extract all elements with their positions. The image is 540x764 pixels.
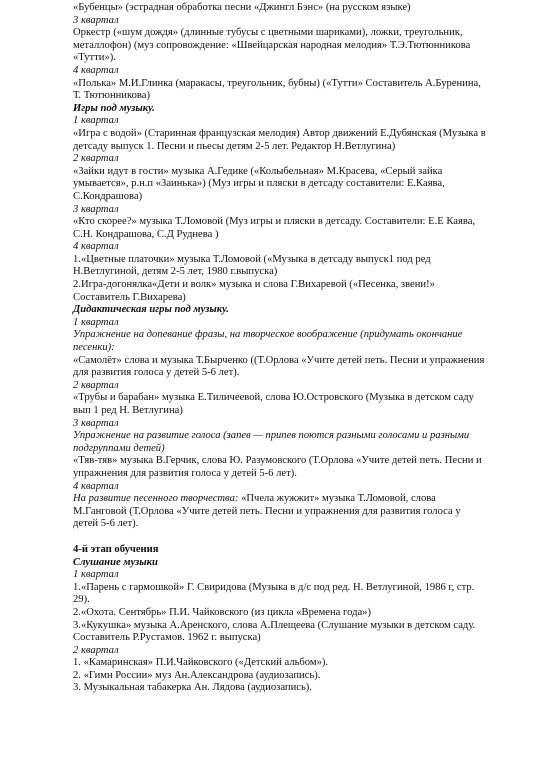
quarter-heading: 4 квартал	[73, 480, 119, 492]
text-line: 1.«Парень с гармошкой» Г. Свиридова (Музыка в д/с под ред. Н. Ветлугиной, 1986 г, стр.	[73, 581, 475, 593]
text-line: 3. Музыкальная табакерка Ан. Лядова (аудиозапись).	[73, 682, 312, 694]
text-line: подгруппами детей)	[73, 442, 165, 454]
text-line: «Кто скорее?» музыка Т.Ломовой (Муз игры и пляски в детсаду. Составители: Е.Е Каява,	[73, 216, 476, 228]
text-line: «Зайки идут в гости» музыка А.Гедике («Колыбельная» М.Красева, «Серый зайка	[73, 165, 443, 177]
quarter-heading: 4 квартал	[73, 64, 119, 76]
text-line: «Игра с водой» (Старинная французская мелодия) Автор движений Е.Дубянская (Музыка в	[73, 127, 486, 139]
quarter-heading: 3 квартал	[73, 14, 119, 26]
text-line: Составитель Р.Рустамов. 1962 г. выпуска)	[73, 632, 261, 644]
quarter-heading: 3 квартал	[73, 203, 119, 215]
text-line: для развития голоса у детей 5-6 лет).	[73, 367, 240, 379]
text-line: С.Кондрашова)	[73, 190, 143, 202]
text-line: Упражнение на развитие голоса (запев — припев поются разными голосами и разными	[73, 430, 470, 442]
quarter-heading: 2 квартал	[73, 644, 119, 656]
quarter-heading: 3 квартал	[73, 417, 119, 429]
text-line: металлофон) (муз сопровождение: «Швейцарская народная мелодия» Т.Э.Тютюнникова	[73, 39, 471, 51]
line-rest: «Пчела жужжит» музыка Т.Ломовой, слова	[238, 493, 436, 505]
text-line: 2.«Охота. Сентябрь» П.И. Чайковского (из цикла «Времена года»)	[73, 606, 372, 618]
text-line: «Тутти»).	[73, 52, 116, 64]
text-line: «Самолёт» слова и музыка Т.Бырченко ((Т.Орлова «Учите детей петь. Песни и упражнения	[73, 354, 485, 366]
text-line: Оркестр («шум дождя» (длинные тубусы с цветными шариками), ложки, треугольник,	[73, 27, 463, 39]
quarter-heading: 4 квартал	[73, 241, 119, 253]
text-line: М.Ганговой (Т.Орлова «Учите детей петь. Песни и упражнения для развития голоса у	[73, 505, 461, 517]
text-line: 29).	[73, 594, 90, 606]
text-line: «Трубы и барабан» музыка Е.Тиличеевой, слова Ю.Островского (Музыка в детском саду	[73, 392, 474, 404]
text-line: «Полька» М.И.Глинка (маракасы, треугольник, бубны) («Тутти» Составитель А.Буренина,	[73, 77, 481, 89]
text-line: вып 1 ред Н. Ветлугина)	[73, 405, 183, 416]
italic-prefix: На развитие песенного творчества:	[73, 493, 239, 505]
text-line: 1.«Цветные платочки» музыка Т.Ломовой («Музыка в детсаду выпуск1 под ред	[73, 253, 431, 265]
text-line: упражнения для развития голоса у детей 5-6 лет).	[73, 467, 297, 479]
text-line: «Бубенцы» (эстрадная обработка песни «Джингл Бэнс» (на русском языке)	[73, 2, 411, 13]
text-line: 2.Игра-догонялка«Дети и волк» музыка и слова Г.Вихаревой («Песенка, звени!»	[73, 279, 435, 291]
text-line: детей 5-6 лет).	[73, 518, 139, 530]
text-line: «Тяв-тяв» музыка В.Герчик, слова Ю. Разумовского (Т.Орлова «Учите детей петь. Песни и	[73, 455, 482, 467]
text-line: 2. «Гимн России» муз Ан.Александрова (аудиозапись).	[73, 669, 321, 681]
text-line	[73, 493, 518, 506]
text-line: песенки):	[73, 342, 115, 354]
quarter-heading: 2 квартал	[73, 153, 119, 165]
text-line: умывается», р.н.п «Заинька») (Муз игры и пляски в детсаду составители: Е.Каява,	[73, 178, 445, 190]
section-heading: Дидактическая игры под музыку.	[73, 304, 229, 316]
blank-line	[73, 531, 518, 544]
text-line: С.Н. Кондрашова, С.Д Руднева )	[73, 228, 219, 240]
text-line: 3.«Кукушка» музыка А.Аренского, слова А.Плещеева (Слушание музыки в детском саду.	[73, 619, 476, 631]
text-line: Т. Тютюнникова)	[73, 90, 150, 102]
text-line: Составитель Г.Вихарева)	[73, 291, 186, 303]
section-heading: 4-й этап обучения	[73, 543, 159, 555]
text-line: Упражнение на допевание фразы, на творческое воображение (придумать окончание	[73, 329, 463, 341]
quarter-heading: 2 квартал	[73, 379, 119, 391]
quarter-heading: 1 квартал	[73, 115, 119, 127]
section-heading: Игры под музыку.	[73, 102, 155, 114]
section-heading: Слушание музыки	[73, 556, 158, 568]
text-line: Н.Ветлугиной, детям 2-5 лет, 1980 г.выпуска)	[73, 266, 278, 278]
quarter-heading: 1 квартал	[73, 316, 119, 328]
text-line: 1. «Камаринская» П.И.Чайковского («Детский альбом»).	[73, 657, 329, 669]
text-line: детсаду выпуск 1. Песни и пьесы детям 2-5 лет. Редактор Н.Ветлугина)	[73, 140, 396, 152]
quarter-heading: 1 квартал	[73, 569, 119, 581]
